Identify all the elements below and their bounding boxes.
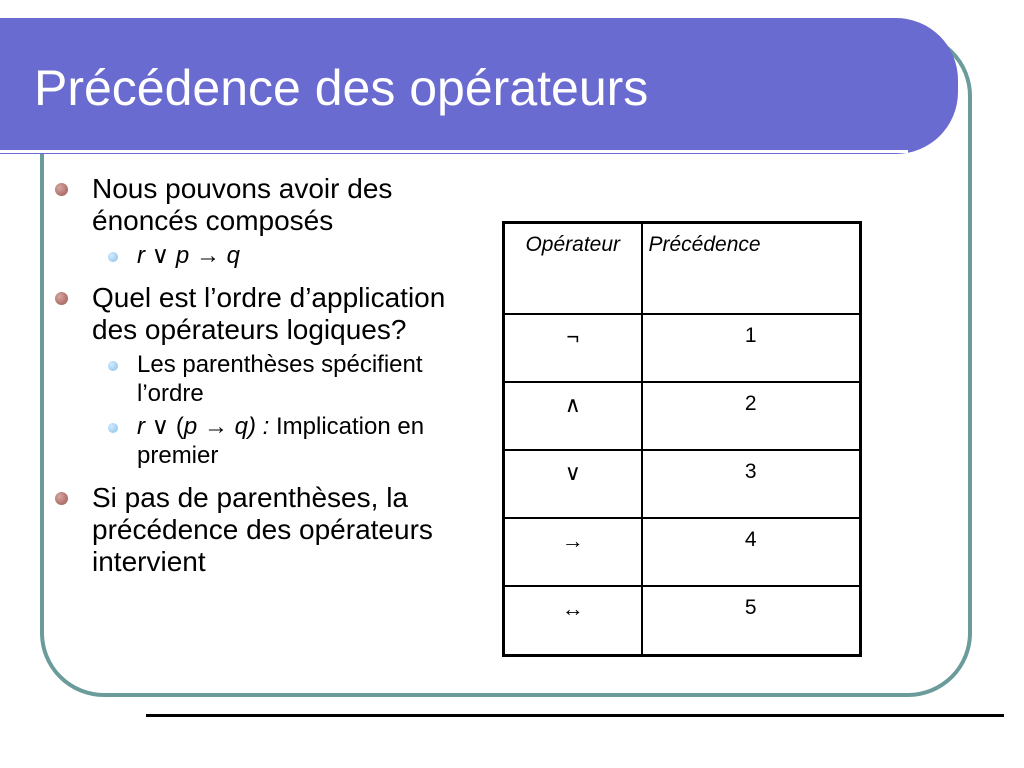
formula-r: r [137,242,145,269]
title-bar [0,18,958,154]
bullet-operator-order [52,282,472,346]
precedence-value: 5 [642,586,861,655]
bullet-text: Si pas de parenthèses, la précédence des opérateurs intervient [92,482,433,577]
sub-bullet-dot-icon [108,423,118,433]
bullet-list [52,173,472,590]
precedence-value: 2 [642,382,861,450]
operator-implies: → [504,518,642,586]
formula-p: p [175,242,190,269]
operator-or: ∨ [504,450,642,518]
formula-or: ∨ [151,413,170,440]
formula-open-paren: ( [175,413,184,440]
footer-rule [146,714,1004,717]
precedence-table [502,221,862,657]
operator-and: ∧ [504,382,642,450]
sub-bullet-formula [52,241,472,270]
title-underline [0,150,908,153]
formula-r: r [137,413,145,440]
formula-arrow: → [203,413,228,440]
precedence-value: 3 [642,450,861,518]
sub-bullet-text: Les parenthèses spécifient l’ordre [137,351,423,407]
operator-iff: ↔ [504,586,642,655]
operator-not: ¬ [504,314,642,382]
sub-bullet-dot-icon [108,252,118,262]
formula-q: q [226,242,240,269]
bullet-dot-icon [55,292,68,305]
header-operator: Opérateur [504,223,642,315]
sub-bullet-implication [52,412,472,470]
bullet-compound-statements [52,173,472,237]
slide-title: Précédence des opérateurs [34,60,649,116]
table-row [504,450,861,518]
precedence-value: 4 [642,518,861,586]
table-row [504,382,861,450]
table-row [504,518,861,586]
bullet-dot-icon [55,492,68,505]
bullet-no-parentheses [52,482,472,578]
bullet-dot-icon [55,183,68,196]
sub-bullet-dot-icon [108,361,118,371]
sub-bullet-parentheses [52,350,472,408]
formula-q-close: q) : [234,413,270,440]
formula-or: ∨ [151,242,170,269]
header-precedence: Précédence [642,223,861,315]
table-row [504,314,861,382]
table-row [504,586,861,655]
formula-p: p [183,413,198,440]
precedence-value: 1 [642,314,861,382]
formula-tail: Implication en premier [137,413,425,469]
bullet-text: Nous pouvons avoir des énoncés composés [92,173,393,236]
bullet-text: Quel est l’ordre d’application des opérateurs logiques? [92,282,446,345]
formula-arrow: → [195,242,220,269]
table-header-row [504,223,861,315]
